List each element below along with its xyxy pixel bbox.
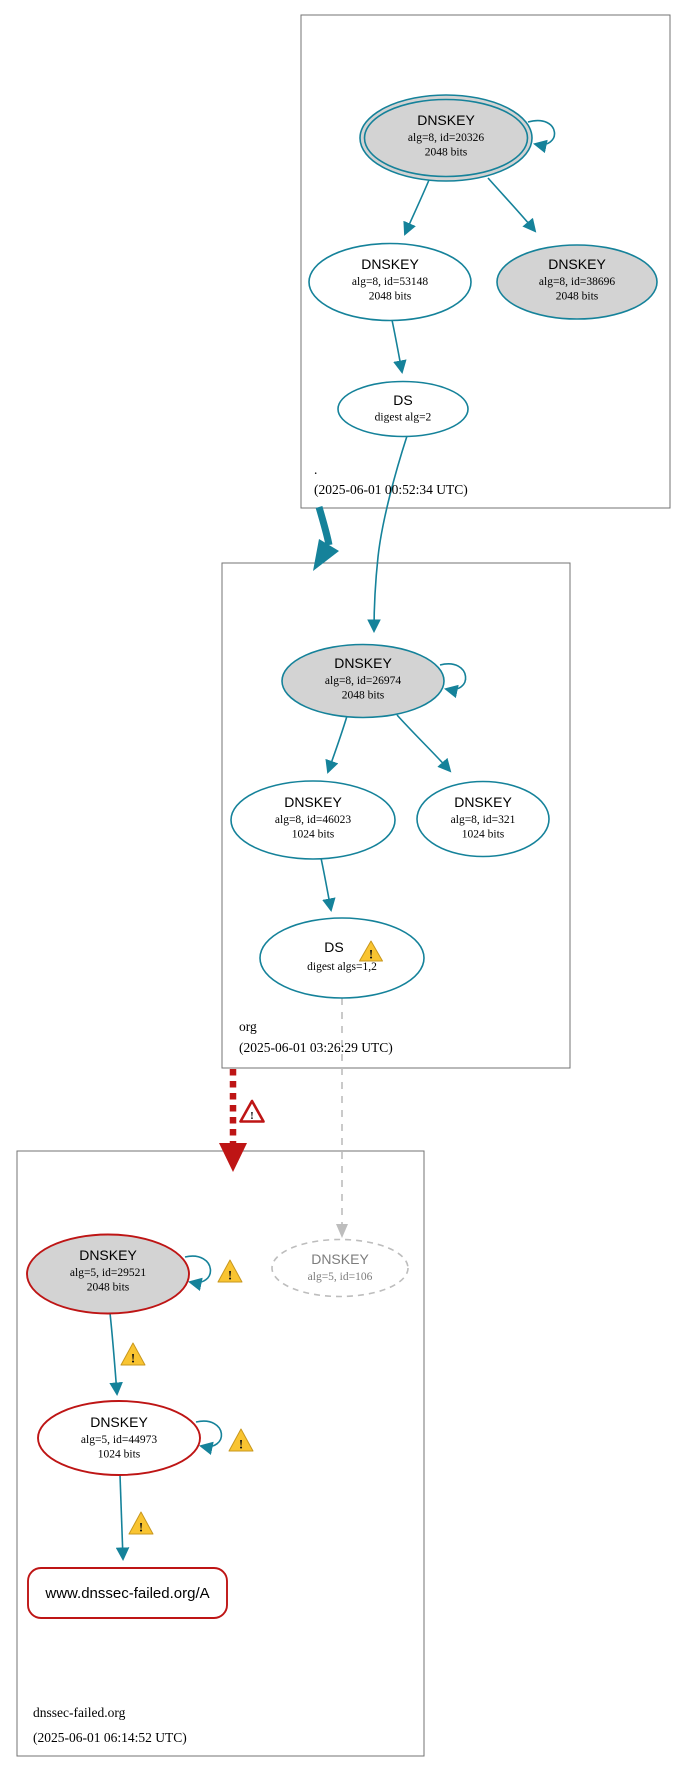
zone-label-org: org xyxy=(239,1019,257,1034)
node-df-rrset[interactable] xyxy=(28,1568,227,1618)
node-org-zsk[interactable] xyxy=(231,781,395,859)
node-title: DNSKEY xyxy=(417,112,475,128)
svg-text:!: ! xyxy=(238,1436,244,1452)
node-title: DNSKEY xyxy=(311,1251,369,1267)
node-title: DNSKEY xyxy=(334,655,392,671)
edge-org-ksk-to-dnskey-321 xyxy=(397,715,450,771)
node-detail: 2048 bits xyxy=(368,290,412,303)
node-title: DNSKEY xyxy=(548,256,606,272)
warning-icon-df-zsk-to-rrset xyxy=(129,1512,153,1535)
svg-text:!: ! xyxy=(138,1519,144,1535)
node-detail: digest alg=2 xyxy=(374,411,432,424)
svg-text:!: ! xyxy=(130,1350,136,1366)
edge-df-ksk-to-zsk xyxy=(110,1313,117,1394)
rrset-label: www.dnssec-failed.org/A xyxy=(45,1585,210,1602)
node-detail: alg=8, id=46023 xyxy=(274,814,352,826)
node-title: DNSKEY xyxy=(454,794,512,810)
node-detail: alg=5, id=106 xyxy=(307,1271,373,1283)
node-title: DNSKEY xyxy=(79,1247,137,1263)
node-org-ksk[interactable] xyxy=(282,645,444,718)
node-detail: alg=8, id=20326 xyxy=(407,132,485,144)
node-title: DS xyxy=(393,392,413,408)
node-detail: 1024 bits xyxy=(461,828,505,841)
node-detail: 1024 bits xyxy=(97,1448,141,1461)
edge-root-ds-to-org-ksk xyxy=(374,436,407,631)
edge-org-ds-to-missing-dnskey xyxy=(336,998,348,1238)
node-org-ds[interactable] xyxy=(260,918,424,998)
edge-delegation-root-to-org xyxy=(313,507,339,571)
node-detail: 2048 bits xyxy=(341,689,385,702)
node-detail: alg=5, id=29521 xyxy=(69,1267,147,1279)
node-root-ksk[interactable] xyxy=(360,95,532,181)
node-df-ksk[interactable] xyxy=(27,1235,189,1314)
node-df-zsk[interactable] xyxy=(38,1401,200,1475)
svg-text:!: ! xyxy=(368,946,374,962)
node-detail: digest algs=1,2 xyxy=(307,961,377,973)
node-detail: alg=5, id=44973 xyxy=(80,1434,158,1446)
node-detail: alg=8, id=53148 xyxy=(351,276,429,288)
edge-org-zsk-to-ds xyxy=(321,858,331,910)
node-detail: alg=8, id=321 xyxy=(450,814,516,826)
node-detail: 1024 bits xyxy=(291,828,335,841)
edge-df-zsk-to-rrset xyxy=(120,1475,123,1559)
node-root-dnskey-38696[interactable] xyxy=(497,245,657,319)
node-detail: 2048 bits xyxy=(86,1281,130,1294)
node-org-dnskey-321[interactable] xyxy=(417,782,549,857)
error-icon-delegation-org-to-dnssec-failed xyxy=(241,1101,264,1122)
edge-root-ksk-to-dnskey-38696 xyxy=(488,178,535,231)
warning-icon-df-ksk-to-zsk xyxy=(121,1343,145,1366)
zone-timestamp-org: (2025-06-01 03:26:29 UTC) xyxy=(239,1040,393,1055)
svg-text:!: ! xyxy=(227,1267,233,1283)
node-detail: alg=8, id=38696 xyxy=(538,276,616,288)
zone-timestamp-dnssec-failed: (2025-06-01 06:14:52 UTC) xyxy=(33,1730,187,1745)
node-root-zsk[interactable] xyxy=(309,244,471,321)
zone-label-root: . xyxy=(314,462,318,477)
node-root-ds[interactable] xyxy=(338,382,468,437)
node-df-dnskey-missing[interactable] xyxy=(272,1240,408,1297)
edge-root-ksk-to-zsk xyxy=(405,180,429,234)
node-detail: 2048 bits xyxy=(424,146,468,159)
zone-label-dnssec-failed: dnssec-failed.org xyxy=(33,1705,126,1720)
node-title: DNSKEY xyxy=(361,256,419,272)
svg-text:!: ! xyxy=(250,1110,254,1122)
warning-icon-df-zsk-selfsign xyxy=(229,1429,253,1452)
node-detail: 2048 bits xyxy=(555,290,599,303)
node-detail: alg=8, id=26974 xyxy=(324,675,402,687)
edge-root-zsk-to-ds xyxy=(392,320,402,372)
edge-org-ksk-to-zsk xyxy=(328,716,347,772)
zone-timestamp-root: (2025-06-01 00:52:34 UTC) xyxy=(314,482,468,497)
node-title: DNSKEY xyxy=(90,1414,148,1430)
node-title: DS xyxy=(324,939,344,955)
warning-icon-df-ksk-selfsign xyxy=(218,1260,242,1283)
node-title: DNSKEY xyxy=(284,794,342,810)
